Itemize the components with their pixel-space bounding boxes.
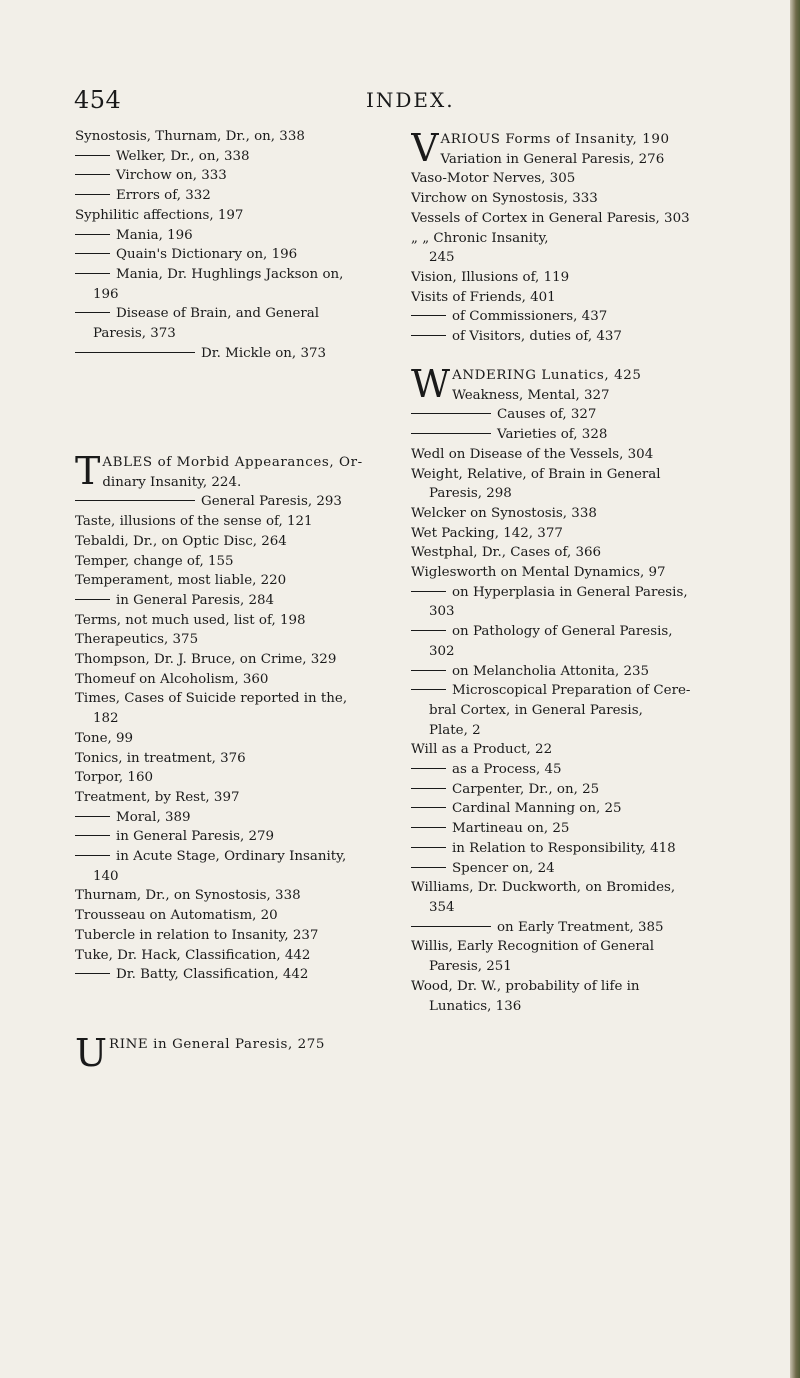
index-entry-text: Disease of Brain, and General [116,306,320,322]
index-entry [411,859,736,879]
index-entry-text: Tubercle in relation to Insanity, 237 [75,927,319,943]
index-left-top [75,127,397,363]
index-entry [411,524,736,544]
repeat-dash [411,768,446,769]
index-entry-text: Carpenter, Dr., on, 25 [452,781,600,797]
index-entry [75,749,397,769]
index-entry [75,827,397,847]
index-entry [411,268,736,288]
index-entry-continuation: Paresis, 298 [429,486,512,502]
index-entry [411,977,736,997]
index-entry-continuation: Weakness, Mental, 327 [452,387,610,403]
index-entry-text: Wet Packing, 142, 377 [411,525,563,541]
repeat-dash [411,591,446,592]
index-entry [411,799,736,819]
index-entry [411,445,736,465]
index-entry [75,630,397,650]
repeat-dash [411,827,446,828]
repeat-dash [75,352,195,353]
drop-cap-w: W [411,366,451,406]
index-entry [75,946,397,966]
index-entry-text: Virchow on, 333 [116,168,227,184]
index-entry [411,583,736,603]
index-entry [75,127,397,147]
index-entry [411,327,736,347]
index-entry-continuation: 303 [429,604,455,620]
index-entry [411,405,736,425]
index-entry [75,245,397,265]
index-entry-text: Welker, Dr., on, 338 [116,148,250,164]
page-edge [790,0,800,1378]
index-entry-continuation: 245 [429,250,455,266]
index-entry-continuation: Paresis, 373 [93,326,176,342]
index-entry-text: Plate, 2 [429,722,481,738]
repeat-dash [75,312,110,313]
repeat-dash [411,670,446,671]
index-entry [411,878,736,898]
index-entry-text: in Relation to Responsibility, 418 [452,840,676,856]
index-entry-text: on Melancholia Attonita, 235 [452,663,650,679]
repeat-dash [411,630,446,631]
index-entry [75,768,397,788]
index-entry [411,229,736,249]
repeat-dash [75,194,110,195]
index-entry-text: in Acute Stage, Ordinary Insanity, [116,849,347,865]
index-entry-text: Taste, illusions of the sense of, 121 [75,514,313,530]
index-entry [75,186,397,206]
index-entry [75,650,397,670]
index-entry [411,721,736,741]
index-entry-text: Wood, Dr. W., probability of life in [411,978,640,994]
index-entry-text: Synostosis, Thurnam, Dr., on, 338 [75,129,305,144]
index-entry-continuation: 196 [93,286,119,302]
index-entry [411,681,736,701]
index-entry-text: General Paresis, 293 [201,494,342,510]
index-entry [75,344,397,364]
index-entry-text: Spencer on, 24 [452,860,555,876]
index-entry [411,662,736,682]
index-entry-text: Vaso-Motor Nerves, 305 [411,171,576,187]
index-entry [411,740,736,760]
index-entry [411,169,736,189]
repeat-dash [411,847,446,848]
index-entry [75,552,397,572]
drop-cap-v: V [411,130,439,170]
index-entry-text: Syphilitic affections, 197 [75,207,244,223]
index-entry [411,918,736,938]
index-entry [411,819,736,839]
index-entry-continuation: 354 [429,899,455,915]
index-entry-text: Times, Cases of Suicide reported in the, [75,691,348,707]
index-entry [75,670,397,690]
index-entry [411,760,736,780]
index-entry [411,465,736,485]
index-entry: ABLES of Morbid Appearances, Or- [102,455,363,470]
index-entry-text: Westphal, Dr., Cases of, 366 [411,545,602,561]
index-entry: ARIOUS Forms of Insanity, 190 [440,132,670,147]
index-entry-text: Vision, Illusions of, 119 [411,269,570,285]
index-entry-text: Wedl on Disease of the Vessels, 304 [411,446,654,462]
repeat-dash [411,867,446,868]
index-entry [411,622,736,642]
index-entry-text: Microscopical Preparation of Cere- [452,683,691,699]
repeat-dash [75,599,110,600]
index-entry [411,937,736,957]
index-entry-text: Causes of, 327 [497,407,597,423]
repeat-dash [75,174,110,175]
index-entry [411,288,736,308]
index-entry-text: Welcker on Synostosis, 338 [411,505,597,521]
index-entry [75,265,397,285]
index-entry-text: on Early Treatment, 385 [497,919,664,935]
repeat-dash [75,500,195,501]
repeat-dash [411,807,446,808]
index-entry-text: Mania, Dr. Hughlings Jackson on, [116,266,344,282]
index-entry-continuation: 182 [93,711,119,727]
index-entry-continuation: dinary Insanity, 224. [102,474,242,490]
index-entry-text: Temper, change of, 155 [75,553,234,569]
index-entry: RINE in General Paresis, 275 [109,1037,326,1052]
index-entry-text: Williams, Dr. Duckworth, on Bromides, [411,880,676,896]
index-entry [75,788,397,808]
index-entry [411,189,736,209]
index-entry [75,532,397,552]
index-entry [75,571,397,591]
index-entry: ANDERING Lunatics, 425 [452,368,642,383]
index-section-v [411,130,736,347]
index-entry [75,808,397,828]
index-entry-text: in General Paresis, 284 [116,592,275,608]
index-entry [75,147,397,167]
page-number: 454 [74,86,122,114]
index-entry-text: Terms, not much used, list of, 198 [75,612,306,628]
index-entry [411,307,736,327]
index-entry-text: Wiglesworth on Mental Dynamics, 97 [411,565,666,581]
index-entry-text: in General Paresis, 279 [116,829,275,845]
repeat-dash [75,816,110,817]
index-entry [75,886,397,906]
index-entry [75,492,397,512]
index-entry [75,304,397,324]
index-entry [75,729,397,749]
repeat-dash [75,855,110,856]
index-section-u [75,1031,397,1075]
index-entry-text: on Pathology of General Paresis, [452,624,673,640]
index-entry [411,504,736,524]
index-entry-text: Tonics, in treatment, 376 [75,750,246,766]
index-entry-text: Martineau on, 25 [452,821,570,837]
index-entry-text: Tuke, Dr. Hack, Classification, 442 [75,947,311,963]
index-entry [411,543,736,563]
index-entry [411,839,736,859]
index-entry-text: Dr. Mickle on, 373 [201,345,327,361]
index-entry-text: Cardinal Manning on, 25 [452,801,622,817]
index-entry [75,847,397,867]
index-entry [75,166,397,186]
index-entry-continuation: 140 [93,868,119,884]
index-section-w [411,366,736,1016]
repeat-dash [411,433,491,434]
index-entry-continuation: Paresis, 251 [429,959,512,975]
index-entry-text: Moral, 389 [116,809,191,825]
index-entry-text: of Visitors, duties of, 437 [452,329,622,345]
index-entry-text: Weight, Relative, of Brain in General [411,466,661,482]
index-entry-text: Thompson, Dr. J. Bruce, on Crime, 329 [75,652,337,668]
index-entry [75,689,397,709]
index-entry [75,226,397,246]
index-entry [75,206,397,226]
index-entry [75,926,397,946]
index-entry-text: Varieties of, 328 [497,427,608,443]
index-entry-text: Vessels of Cortex in General Paresis, 303 [411,210,690,226]
index-entry-text: Willis, Early Recognition of General [411,939,655,955]
index-entry-continuation: Lunatics, 136 [429,998,522,1014]
index-entry [75,512,397,532]
index-entry-text: Tebaldi, Dr., on Optic Disc, 264 [75,533,287,549]
index-entry-text: Thomeuf on Alcoholism, 360 [75,671,269,687]
repeat-dash [75,155,110,156]
page-title: INDEX. [366,88,455,112]
index-entry [75,591,397,611]
index-entry-text: Visits of Friends, 401 [411,289,556,305]
index-entry-text: Temperament, most liable, 220 [75,573,287,589]
index-entry [411,780,736,800]
index-entry-continuation: Variation in General Paresis, 276 [440,151,665,167]
repeat-dash [411,689,446,690]
repeat-dash [75,234,110,235]
index-entry-text: Will as a Product, 22 [411,742,553,758]
index-entry-text: Mania, 196 [116,227,193,243]
repeat-dash [411,926,491,927]
index-entry-text: Dr. Batty, Classification, 442 [116,967,309,983]
index-entry-continuation: bral Cortex, in General Paresis, [429,702,643,718]
index-entry-text: Torpor, 160 [75,770,153,786]
repeat-dash [411,335,446,336]
index-entry-text: of Commissioners, 437 [452,309,608,325]
index-entry-continuation: 302 [429,643,455,659]
index-entry-text: on Hyperplasia in General Paresis, [452,584,688,600]
repeat-dash [75,273,110,274]
index-entry-text: Quain's Dictionary on, 196 [116,247,298,263]
index-entry-text: Treatment, by Rest, 397 [75,789,240,805]
repeat-dash [75,253,110,254]
index-entry [411,209,736,229]
repeat-dash [411,788,446,789]
index-entry-text: Errors of, 332 [116,188,211,204]
index-entry-text: Tone, 99 [75,730,134,746]
repeat-dash [411,413,491,414]
index-entry [411,563,736,583]
index-entry [75,906,397,926]
repeat-dash [75,973,110,974]
index-entry-text: Thurnam, Dr., on Synostosis, 338 [75,888,301,904]
repeat-dash [411,315,446,316]
index-section-t [75,453,397,985]
index-entry-text: „ „ Chronic Insanity, [411,230,549,246]
drop-cap-u: U [75,1031,108,1075]
index-entry [75,611,397,631]
repeat-dash [75,835,110,836]
index-entry [75,965,397,985]
index-entry-text: Therapeutics, 375 [75,632,199,648]
drop-cap-t: T [75,453,101,493]
index-entry-text: Trousseau on Automatism, 20 [75,908,278,924]
index-entry-text: Virchow on Synostosis, 333 [411,191,598,207]
index-entry [411,425,736,445]
index-entry-text: as a Process, 45 [452,762,562,778]
